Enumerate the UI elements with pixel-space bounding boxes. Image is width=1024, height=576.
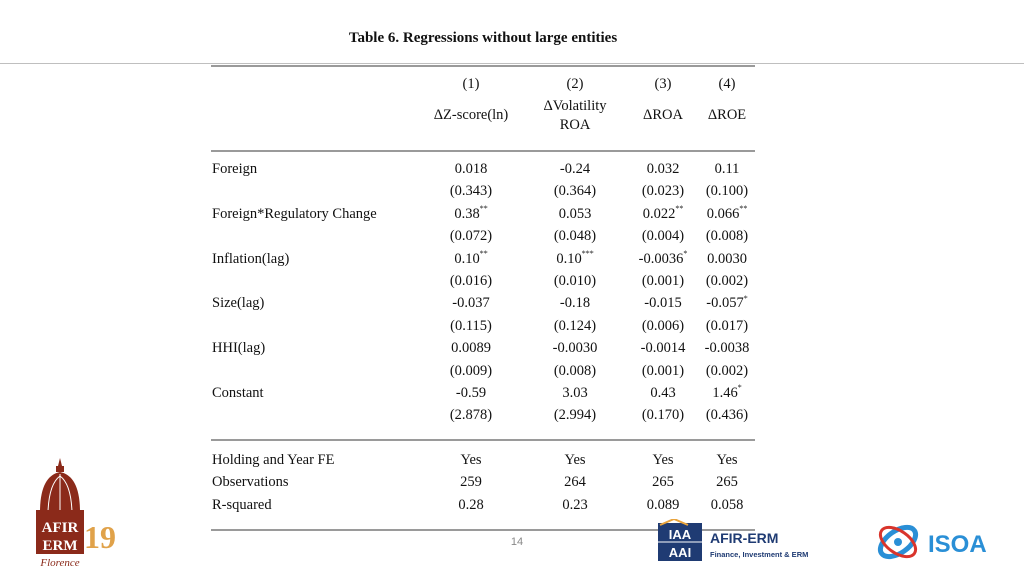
row-label: HHI(lag): [212, 340, 266, 357]
column-number: (4): [718, 76, 736, 92]
footer-value-cell: 264: [564, 474, 586, 491]
isoa-rings-icon: [875, 522, 920, 563]
coefficient-value: 0.38: [454, 205, 480, 222]
dependent-variable: ΔROE: [707, 107, 747, 123]
standard-error-cell: (0.048): [553, 228, 597, 245]
page-number: 14: [510, 536, 524, 548]
footer-value-cell: 0.058: [710, 496, 744, 513]
significance-stars: **: [675, 203, 684, 213]
coefficient-value: -0.015: [644, 295, 682, 312]
coefficient-value: 0.43: [650, 385, 676, 401]
coefficient-value: 0.0089: [451, 340, 491, 357]
footer-row-label: R-squared: [212, 496, 272, 513]
coefficient-cell: [707, 205, 748, 223]
coefficient-cell: [644, 294, 681, 312]
coefficient-cell: [556, 250, 593, 268]
footer-value-cell: Yes: [716, 452, 738, 468]
afir-text: AFIR: [41, 520, 79, 536]
coefficient-cell: [715, 160, 740, 178]
standard-error-cell: (0.008): [705, 228, 749, 245]
standard-error-cell: (0.100): [705, 183, 749, 200]
florence-text: Florence: [40, 557, 80, 569]
coefficient-value: 0.032: [646, 161, 680, 177]
standard-error-cell: (0.170): [641, 407, 685, 424]
footer-value-cell: 0.23: [562, 496, 588, 513]
footer-value-cell: 0.089: [646, 496, 680, 513]
iaa-text: IAA: [668, 527, 692, 542]
coefficient-cell: [452, 294, 489, 312]
standard-error-cell: (0.115): [450, 317, 492, 334]
isoa-logo: [874, 516, 994, 568]
footer-value-cell: 265: [716, 474, 738, 491]
afir-erm-name: AFIR-ERM: [710, 530, 779, 546]
coefficient-cell: [451, 339, 491, 357]
footer-value-cell: Yes: [564, 452, 586, 468]
coefficient-value: -0.0014: [640, 340, 686, 357]
coefficient-cell: [454, 205, 487, 223]
coefficient-value: 3.03: [562, 385, 588, 401]
coefficient-cell: [553, 339, 598, 357]
header-bottom-rule: [211, 150, 755, 152]
coefficient-cell: [454, 250, 487, 268]
standard-error-cell: (0.124): [553, 317, 597, 334]
coefficient-value: -0.24: [559, 161, 591, 177]
dome-icon: [36, 458, 84, 516]
coefficient-value: -0.0038: [704, 340, 750, 357]
standard-error-cell: (2.994): [553, 407, 597, 424]
coefficient-cell: [559, 205, 592, 223]
coefficient-cell: [705, 339, 750, 357]
coefficient-value: 0.10: [454, 250, 480, 267]
coefficient-cell: [707, 250, 747, 268]
afir-erm-florence-logo: [34, 454, 118, 570]
coefficient-value: 0.053: [558, 205, 592, 222]
coef-bottom-rule: [211, 439, 755, 441]
row-label: Foreign: [212, 161, 258, 177]
significance-stars: *: [683, 248, 688, 258]
column-number: (3): [654, 76, 672, 92]
standard-error-cell: (0.001): [641, 362, 685, 379]
standard-error-cell: (0.072): [449, 228, 493, 245]
coefficient-value: -0.057: [706, 295, 744, 312]
coefficient-cell: [647, 160, 680, 178]
standard-error-cell: (0.010): [553, 273, 597, 289]
significance-stars: ***: [581, 248, 594, 258]
coefficient-value: -0.037: [452, 295, 490, 312]
coefficient-value: -0.18: [559, 295, 591, 312]
standard-error-cell: (0.009): [449, 362, 493, 379]
coefficient-cell: [643, 205, 684, 223]
significance-stars: **: [479, 248, 488, 258]
row-label: Constant: [212, 385, 264, 401]
coefficient-value: 0.022: [642, 205, 676, 222]
column-number: (2): [566, 76, 584, 92]
coefficient-cell: [639, 250, 688, 268]
standard-error-cell: (0.436): [705, 407, 749, 424]
standard-error-cell: (0.023): [641, 183, 685, 200]
footer-value-cell: Yes: [652, 452, 674, 468]
footer-value-cell: 0.28: [458, 496, 484, 513]
footer-row-label: Observations: [212, 474, 289, 491]
coefficient-value: -0.59: [455, 385, 487, 401]
year-number: 19: [84, 519, 116, 555]
aai-text: AAI: [668, 545, 692, 560]
coefficient-cell: [456, 384, 486, 402]
footer-value-cell: 265: [652, 474, 674, 491]
standard-error-cell: (0.002): [705, 273, 749, 289]
title-divider: [0, 63, 1024, 64]
dependent-variable-line2: ROA: [559, 117, 591, 133]
significance-stars: *: [743, 293, 748, 303]
coefficient-cell: [712, 384, 741, 402]
coefficient-value: -0.0030: [552, 340, 598, 357]
row-label: Size(lag): [212, 295, 265, 312]
standard-error-cell: (2.878): [449, 407, 493, 424]
row-label: Inflation(lag): [212, 250, 290, 267]
afir-erm-tagline: Finance, Investment & ERM: [710, 550, 809, 559]
coefficient-cell: [641, 339, 686, 357]
coefficient-value: 0.018: [454, 161, 488, 177]
dependent-variable: ΔZ-score(ln): [433, 107, 509, 123]
coefficient-value: 0.0030: [707, 250, 747, 267]
standard-error-cell: (0.008): [553, 362, 597, 379]
footer-value-cell: 259: [460, 474, 482, 491]
footer-value-cell: Yes: [460, 452, 482, 468]
significance-stars: *: [737, 383, 742, 393]
isoa-text: ISOA: [928, 531, 987, 558]
standard-error-cell: (0.343): [449, 183, 493, 200]
standard-error-cell: (0.004): [641, 228, 685, 245]
coefficient-cell: [706, 294, 747, 312]
coefficient-value: -0.0036: [638, 250, 684, 267]
table-title: Table 6. Regressions without large entities: [348, 30, 618, 46]
footer-row-label: Holding and Year FE: [212, 452, 335, 468]
standard-error-cell: (0.017): [705, 317, 749, 334]
standard-error-cell: (0.364): [553, 183, 597, 200]
coefficient-value: 0.066: [706, 205, 740, 222]
erm-text: ERM: [42, 538, 78, 554]
dependent-variable: ΔROA: [643, 107, 683, 123]
coefficient-value: 0.11: [714, 161, 740, 177]
dependent-variable: ΔVolatility: [543, 98, 607, 114]
coefficient-cell: [650, 384, 675, 402]
coefficient-value: 0.10: [556, 250, 582, 267]
column-number: (1): [462, 76, 480, 92]
standard-error-cell: (0.006): [641, 317, 685, 334]
table-top-rule: [211, 65, 755, 67]
significance-stars: **: [479, 203, 488, 213]
standard-error-cell: (0.002): [705, 362, 749, 379]
coefficient-cell: [560, 160, 590, 178]
significance-stars: **: [739, 203, 748, 213]
coefficient-cell: [560, 294, 590, 312]
coefficient-cell: [562, 384, 587, 402]
row-label: Foreign*Regulatory Change: [212, 205, 377, 222]
standard-error-cell: (0.016): [449, 273, 493, 289]
iaa-afir-erm-logo: [654, 519, 814, 565]
coefficient-value: 1.46: [712, 385, 738, 401]
coefficient-cell: [455, 160, 488, 178]
standard-error-cell: (0.001): [641, 273, 685, 289]
